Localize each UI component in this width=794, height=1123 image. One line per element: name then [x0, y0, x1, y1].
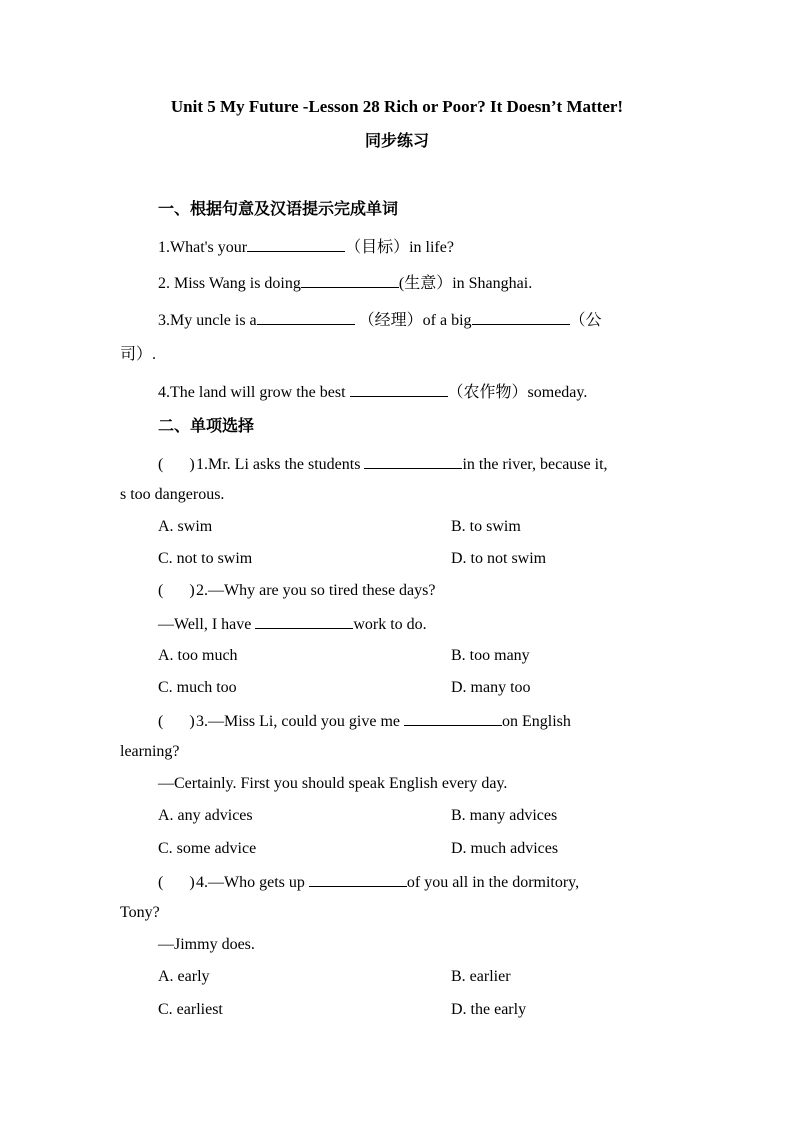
s2-q4-paren-open: (	[158, 874, 164, 891]
s2-q3-continuation: learning?	[120, 743, 180, 760]
s1-q4-blank[interactable]	[350, 380, 448, 397]
s1-q1-text-post: （目标）in life?	[345, 239, 454, 256]
s2-q2-paren-close: )	[189, 582, 195, 599]
s1-q1-blank[interactable]	[247, 235, 345, 252]
s2-q2-blank[interactable]	[255, 612, 353, 629]
s2-q4-option-d[interactable]: D. the early	[451, 1001, 527, 1018]
s2-q3-paren-open: (	[158, 713, 164, 730]
s1-question-3	[158, 308, 602, 332]
s2-q1-option-d[interactable]: D. to not swim	[451, 550, 547, 567]
s2-q3-paren-close: )	[189, 713, 195, 730]
s1-question-4	[158, 380, 587, 404]
s2-q1-continuation: s too dangerous.	[120, 486, 225, 503]
s2-q4-paren-close: )	[189, 874, 195, 891]
page-subtitle: 同步练习	[364, 133, 429, 150]
s2-q3-text-pre: 3.—Miss Li, could you give me	[196, 713, 404, 730]
s2-q3-answer-paren[interactable]	[158, 711, 196, 733]
s1-q3-text-mid: （经理）of a big	[354, 312, 472, 329]
s2-q2-option-d[interactable]: D. many too	[451, 679, 531, 696]
page-title: Unit 5 My Future -Lesson 28 Rich or Poor? It Doesn’t Matter!	[170, 97, 624, 116]
s1-q3-text-post: （公	[569, 312, 602, 329]
s2-q1-text-post: in the river, because it,	[462, 456, 608, 473]
s2-q1-answer-paren[interactable]	[158, 454, 196, 476]
s2-q2-option-b[interactable]: B. too many	[451, 647, 530, 664]
s2-q4-continuation: Tony?	[120, 904, 160, 921]
s1-question-1	[158, 235, 454, 259]
s2-question-2	[158, 580, 435, 602]
section1-heading: 一、根据句意及汉语提示完成单词	[158, 201, 399, 218]
s2-q1-option-c[interactable]: C. not to swim	[158, 550, 253, 567]
s1-question-2	[158, 271, 532, 295]
s2-q4-option-a[interactable]: A. early	[158, 968, 210, 985]
s2-question-1	[158, 452, 608, 476]
section2-heading: 二、单项选择	[158, 418, 255, 435]
s2-question-3	[158, 709, 571, 733]
s2-q1-paren-open: (	[158, 456, 164, 473]
s2-q3-option-b[interactable]: B. many advices	[451, 807, 558, 824]
s2-q4-text-post: of you all in the dormitory,	[406, 874, 580, 891]
s2-q2-option-c[interactable]: C. much too	[158, 679, 237, 696]
s2-q4-option-c[interactable]: C. earliest	[158, 1001, 223, 1018]
s2-q4-blank[interactable]	[309, 870, 407, 887]
s1-q3-text-pre: 3.My uncle is a	[158, 312, 257, 329]
s2-q2-stem: 2.—Why are you so tired these days?	[196, 582, 436, 599]
s1-q1-text-pre: 1.What's your	[158, 239, 248, 256]
s1-q3-blank-2[interactable]	[472, 308, 570, 325]
s2-q1-option-b[interactable]: B. to swim	[451, 518, 521, 535]
s1-q2-text-post: (生意）in Shanghai.	[398, 275, 533, 292]
s1-q4-text-post: （农作物）someday.	[447, 384, 588, 401]
s2-q1-option-a[interactable]: A. swim	[158, 518, 213, 535]
s2-q4-text-pre: 4.—Who gets up	[196, 874, 309, 891]
s2-q2-option-a[interactable]: A. too much	[158, 647, 238, 664]
s2-q3-option-c[interactable]: C. some advice	[158, 840, 257, 857]
s1-q3-continuation: 司）.	[120, 346, 157, 363]
s2-q2-reply-pre: —Well, I have	[158, 616, 256, 633]
s2-q4-option-b[interactable]: B. earlier	[451, 968, 511, 985]
s2-q3-option-d[interactable]: D. much advices	[451, 840, 559, 857]
s2-q4-reply: —Jimmy does.	[158, 936, 255, 953]
s2-q4-answer-paren[interactable]	[158, 872, 196, 894]
s2-q1-text-pre: 1.Mr. Li asks the students	[196, 456, 365, 473]
s2-q2-paren-open: (	[158, 582, 164, 599]
s2-q1-paren-close: )	[189, 456, 195, 473]
s2-q3-option-a[interactable]: A. any advices	[158, 807, 253, 824]
s1-q2-blank[interactable]	[301, 271, 399, 288]
s2-q3-text-post: on English	[501, 713, 571, 730]
s2-q2-answer-paren[interactable]	[158, 580, 196, 602]
s2-q2-reply	[158, 612, 427, 636]
s2-q3-reply: —Certainly. First you should speak English every day.	[158, 775, 508, 792]
s1-q4-text-pre: 4.The land will grow the best	[158, 384, 350, 401]
s1-q2-text-pre: 2. Miss Wang is doing	[158, 275, 301, 292]
s2-q2-reply-post: work to do.	[353, 616, 427, 633]
s1-q3-blank-1[interactable]	[257, 308, 355, 325]
s2-q3-blank[interactable]	[404, 709, 502, 726]
s2-q1-blank[interactable]	[364, 452, 462, 469]
s2-question-4	[158, 870, 579, 894]
